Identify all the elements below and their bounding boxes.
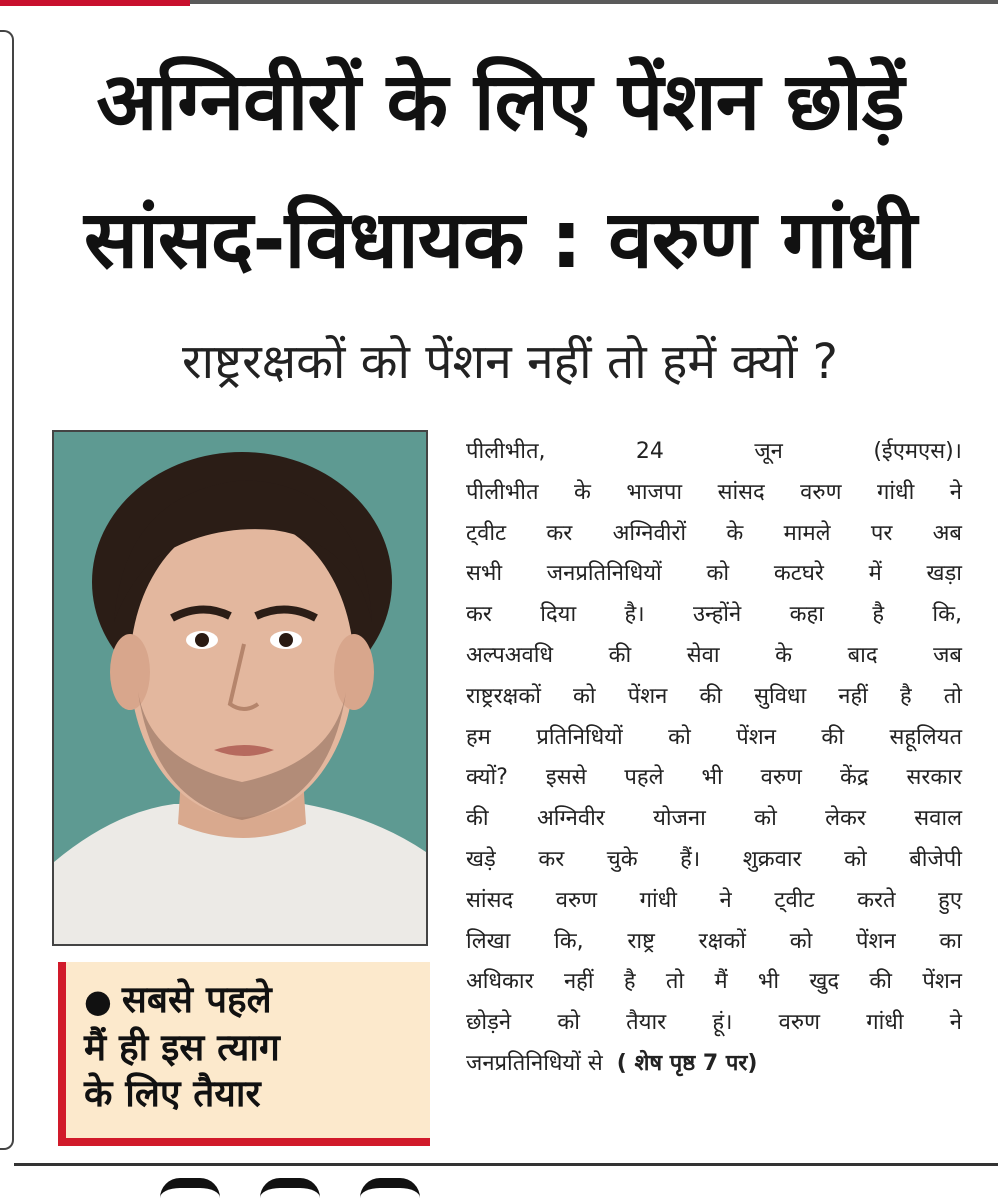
article-line: छोड़ने को तैयार हूं। वरुण गांधी ने [466, 1010, 962, 1036]
article-line: सांसद वरुण गांधी ने ट्वीट करते हुए [466, 887, 962, 913]
article-line: खड़े कर चुके हैं। शुक्रवार को बीजेपी [466, 846, 962, 872]
pull-quote-line-2: मैं ही इस त्याग [84, 1025, 280, 1069]
article-line: की अग्निवीर योजना को लेकर सवाल [466, 806, 962, 832]
continuation-note: ( शेष पृष्ठ 7 पर) [616, 1050, 758, 1076]
article-line: कर दिया है। उन्होंने कहा है कि, [466, 602, 962, 628]
article-line: ट्वीट कर अग्निवीरों के मामले पर अब [466, 520, 962, 546]
article-line: पीलीभीत के भाजपा सांसद वरुण गांधी ने [466, 479, 962, 505]
article-line: अल्पअवधि की सेवा के बाद जब [466, 642, 962, 668]
article-line: अधिकार नहीं है तो मैं भी खुद की पेंशन [466, 969, 962, 995]
article-line: सभी जनप्रतिनिधियों को कटघरे में खड़ा [466, 561, 962, 587]
pull-quote-line-3: के लिए तैयार [84, 1071, 261, 1115]
pull-quote-line-1 [84, 976, 422, 1024]
portrait-photo [52, 430, 428, 946]
bottom-border-rule [14, 1163, 998, 1166]
top-red-accent [0, 0, 190, 6]
bullet-icon: ● [84, 982, 112, 1020]
pull-quote-text: सबसे पहले [121, 977, 272, 1021]
subheadline: राष्ट्ररक्षकों को पेंशन नहीं तो हमें क्यों ? [181, 334, 839, 390]
article-last-text: जनप्रतिनिधियों से [466, 1050, 603, 1076]
article-line: राष्ट्ररक्षकों को पेंशन की सुविधा नहीं है तो [466, 683, 962, 709]
portrait-illustration [54, 432, 426, 944]
article-line: हम प्रतिनिधियों को पेंशन की सहूलियत [466, 724, 962, 750]
article-body [466, 432, 962, 1085]
next-article-peek [160, 1178, 460, 1200]
article-line: क्यों? इससे पहले भी वरुण केंद्र सरकार [466, 765, 962, 791]
article-last-line [466, 1044, 962, 1085]
left-page-edge [0, 30, 14, 1150]
article-line: लिखा कि, राष्ट्र रक्षकों को पेंशन का [466, 928, 962, 954]
headline-line-2: सांसद-विधायक : वरुण गांधी [84, 193, 916, 286]
headline-line-1: अग्निवीरों के लिए पेंशन छोड़ें [96, 55, 904, 148]
article-line: पीलीभीत, 24 जून (ईएमएस)। [466, 439, 962, 464]
pull-quote-box [58, 962, 430, 1146]
